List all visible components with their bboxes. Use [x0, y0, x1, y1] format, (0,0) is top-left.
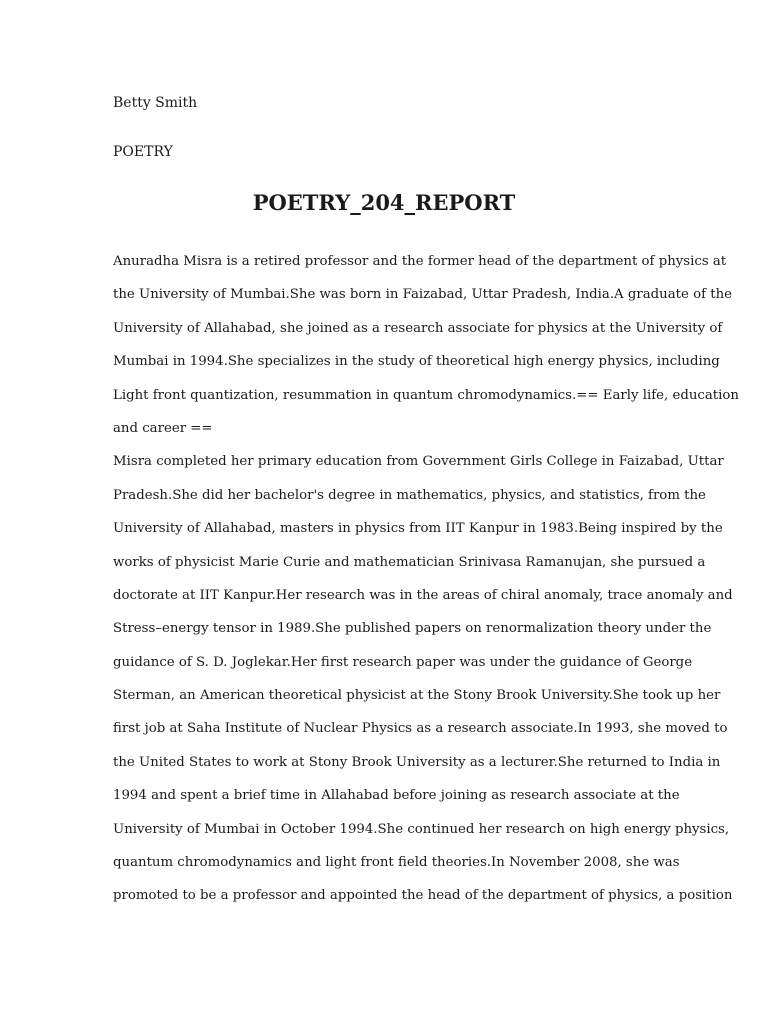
body-line: University of Allahabad, she joined as a research associate for physics at the University of: [113, 320, 723, 336]
body-line: works of physicist Marie Curie and mathematician Srinivasa Ramanujan, she pursued a: [113, 554, 706, 570]
body-line: Stress–energy tensor in 1989.She published papers on renormalization theory under the: [113, 621, 712, 637]
author-name: Betty Smith: [113, 95, 198, 111]
body-line: doctorate at IIT Kanpur.Her research was in the areas of chiral anomaly, trace anomaly and: [113, 587, 733, 603]
body-line: Sterman, an American theoretical physicist at the Stony Brook University.She took up her: [113, 688, 721, 704]
body-text: [113, 253, 739, 921]
document-title: POETRY_204_REPORT: [252, 190, 516, 215]
body-line: and career ==: [113, 420, 213, 436]
body-line: 1994 and spent a brief time in Allahabad before joining as research associate at the: [113, 788, 680, 804]
body-line: guidance of S. D. Joglekar.Her first research paper was under the guidance of George: [113, 654, 693, 670]
body-line: promoted to be a professor and appointed the head of the department of physics, a position: [113, 888, 733, 904]
body-line: first job at Saha Institute of Nuclear Physics as a research associate.In 1993, she moved to: [113, 721, 728, 737]
body-line: the United States to work at Stony Brook University as a lecturer.She returned to India in: [113, 754, 721, 770]
body-line: Misra completed her primary education from Government Girls College in Faizabad, Uttar: [113, 454, 724, 470]
body-line: Anuradha Misra is a retired professor and the former head of the department of physics at: [113, 254, 727, 269]
course-name: POETRY: [113, 144, 173, 160]
body-line: Pradesh.She did her bachelor's degree in mathematics, physics, and statistics, from the: [113, 487, 706, 503]
body-line: University of Allahabad, masters in physics from IIT Kanpur in 1983.Being inspired by the: [113, 521, 723, 537]
body-line: quantum chromodynamics and light front field theories.In November 2008, she was: [113, 855, 680, 871]
body-line: Mumbai in 1994.She specializes in the study of theoretical high energy physics, including: [113, 354, 720, 370]
body-line: the University of Mumbai.She was born in Faizabad, Uttar Pradesh, India.A graduate of the: [113, 287, 733, 303]
body-line: Light front quantization, resummation in quantum chromodynamics.== Early life, education: [113, 387, 739, 403]
body-line: University of Mumbai in October 1994.She continued her research on high energy physics,: [113, 821, 730, 837]
